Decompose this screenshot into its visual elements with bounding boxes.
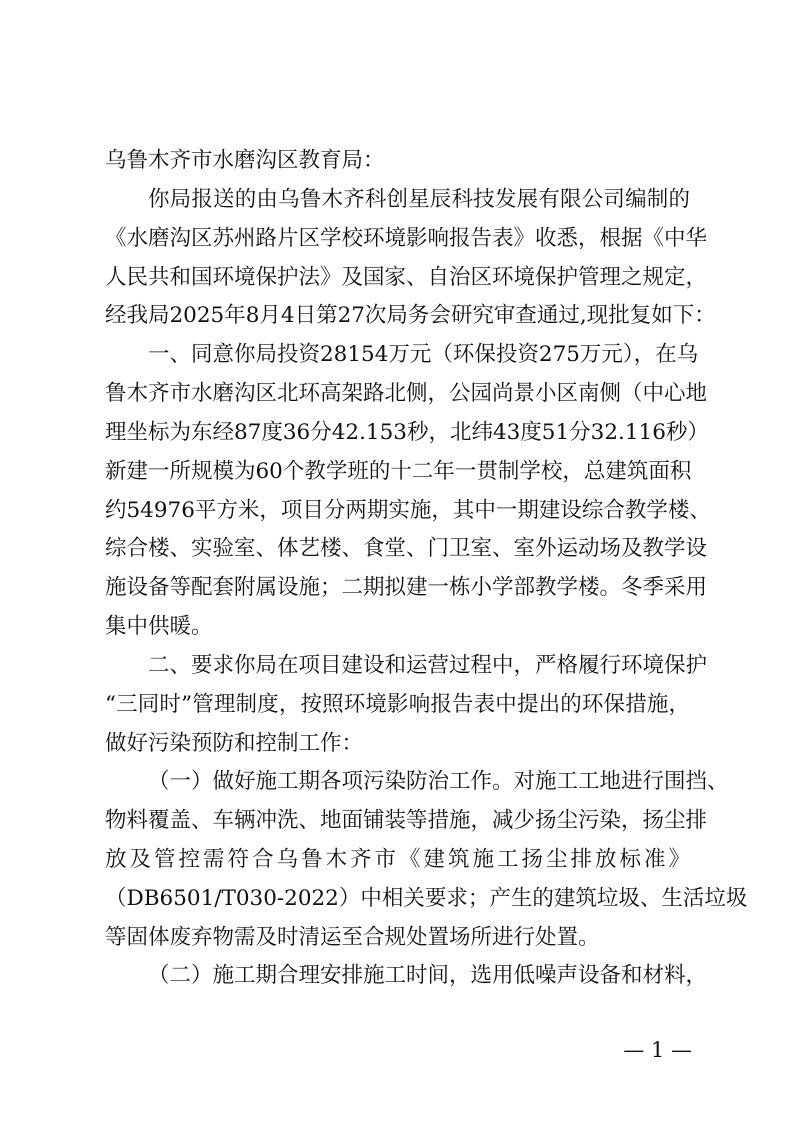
paragraph-4-line-5: 等固体废弃物需及时清运至合规处置场所进行处置。 bbox=[105, 925, 600, 950]
paragraph-3-line-2: “三同时”管理制度，按照环境影响报告表中提出的环保措施， bbox=[105, 692, 690, 717]
paragraph-5-line-1: （二）施工期合理安排施工时间，选用低噪声设备和材料， bbox=[148, 963, 708, 988]
paragraph-2-line-7: 施设备等配套附属设施；二期拟建一栋小学部教学楼。冬季采用 bbox=[105, 575, 708, 600]
salutation: 乌鲁木齐市水磨沟区教育局： bbox=[105, 148, 385, 173]
paragraph-3-line-1: 二、要求你局在项目建设和运营过程中，严格履行环境保护 bbox=[148, 653, 708, 678]
paragraph-2-line-8: 集中供暖。 bbox=[105, 614, 213, 639]
paragraph-2-line-2: 鲁木齐市水磨沟区北环高架路北侧，公园尚景小区南侧（中心地 bbox=[105, 381, 708, 406]
paragraph-1-line-2: 《水磨沟区苏州路片区学校环境影响报告表》收悉，根据《中华 bbox=[105, 226, 708, 251]
paragraph-4-line-4: （DB6501/T030-2022）中相关要求；产生的建筑垃圾、生活垃圾 bbox=[105, 886, 748, 911]
paragraph-3-line-3: 做好污染预防和控制工作： bbox=[105, 731, 364, 756]
paragraph-1-line-3: 人民共和国环境保护法》及国家、自治区环境保护管理之规定， bbox=[105, 265, 708, 290]
paragraph-4-line-3: 放及管控需符合乌鲁木齐市《建筑施工扬尘排放标准》 bbox=[105, 847, 690, 872]
paragraph-4-line-2: 物料覆盖、车辆冲洗、地面铺装等措施，减少扬尘污染，扬尘排 bbox=[105, 808, 708, 833]
paragraph-1-line-4: 经我局2025年8月4日第27次局务会研究审查通过,现批复如下： bbox=[105, 303, 716, 328]
page-number: — 1 — bbox=[623, 1038, 692, 1062]
paragraph-2-line-4: 新建一所规模为60个教学班的十二年一贯制学校，总建筑面积 bbox=[105, 459, 692, 484]
paragraph-2-line-6: 综合楼、实验室、体艺楼、食堂、门卫室、室外运动场及教学设 bbox=[105, 536, 708, 561]
paragraph-1-line-1: 你局报送的由乌鲁木齐科创星辰科技发展有限公司编制的 bbox=[148, 187, 690, 212]
paragraph-2-line-5: 约54976平方米，项目分两期实施，其中一期建设综合教学楼、 bbox=[105, 498, 711, 523]
paragraph-4-line-1: （一）做好施工期各项污染防治工作。对施工工地进行围挡、 bbox=[148, 769, 729, 794]
paragraph-2-line-1: 一、同意你局投资28154万元（环保投资275万元），在乌 bbox=[148, 342, 699, 367]
paragraph-2-line-3: 理坐标为东经87度36分42.153秒，北纬43度51分32.116秒） bbox=[105, 420, 709, 445]
